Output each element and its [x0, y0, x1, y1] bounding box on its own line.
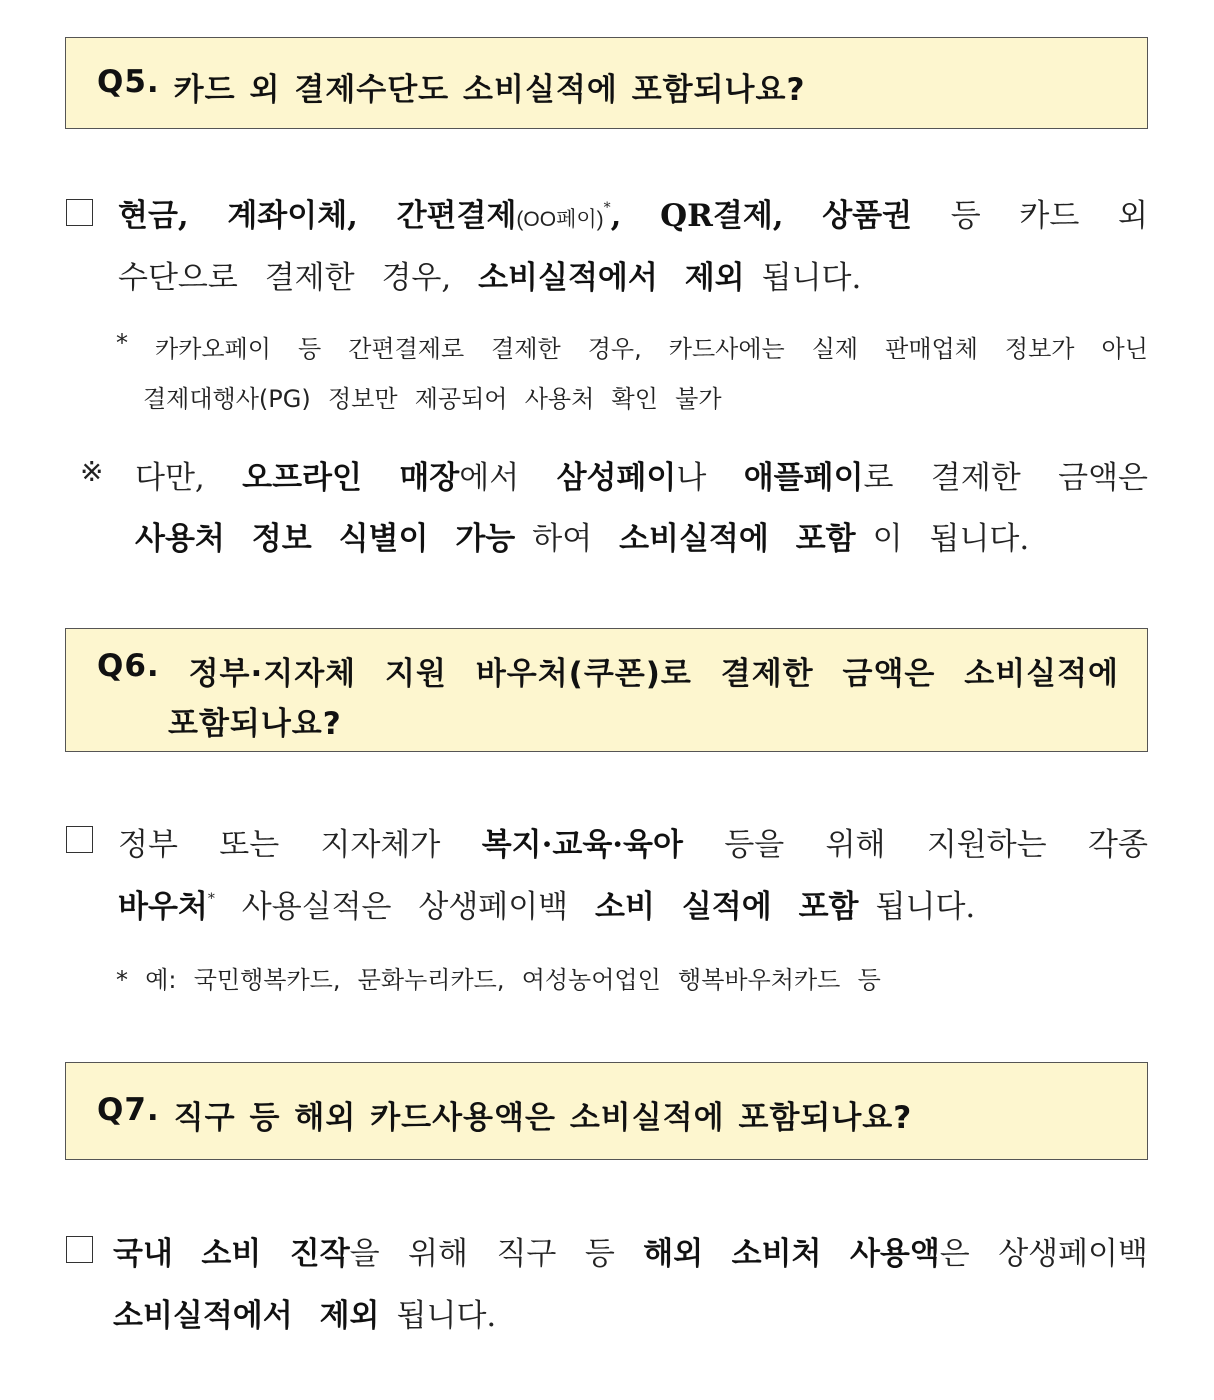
- q5-title: [97, 64, 1119, 109]
- q5-answer-checkbox: [66, 199, 93, 226]
- q5-title-word: Q5.: [97, 64, 160, 100]
- q7-title: [97, 1092, 1119, 1137]
- note-word: *: [116, 966, 128, 994]
- answer-word: 소비실적에서: [478, 260, 658, 296]
- note-word: 카카오페이: [155, 335, 271, 363]
- ref-word: 애플페이: [743, 460, 864, 496]
- answer-word: 소비: [595, 889, 655, 925]
- answer-word: 카드: [1019, 198, 1080, 234]
- q7-answer-line1: [113, 1228, 1148, 1273]
- answer-word: 상품권: [822, 198, 913, 234]
- answer-word: 정부: [118, 827, 178, 863]
- q6-title-word: 지원: [385, 656, 447, 692]
- answer-word-group: [118, 889, 215, 925]
- answer-word: 은: [939, 1236, 970, 1272]
- q5-note-line2: [143, 379, 722, 414]
- ref-word-group: [557, 452, 707, 497]
- q6-header-box: [65, 628, 1148, 752]
- answer-word: 간편결제: [396, 198, 517, 234]
- answer-word: 진작: [289, 1236, 350, 1272]
- answer-word-group: [850, 1228, 970, 1273]
- reference-mark-icon: ※: [80, 455, 104, 488]
- answer-word: 복지·교육·육아: [481, 827, 683, 863]
- note-word: 카드사에는: [668, 335, 785, 363]
- ref-word: 결제한: [930, 460, 1021, 496]
- q7-title-word: 포함되나요?: [738, 1100, 913, 1136]
- answer-word: 지자체가: [320, 827, 441, 863]
- answer-word: 을: [349, 1236, 380, 1272]
- answer-word-group: [397, 190, 622, 235]
- q5-title-word: 소비실적에: [463, 72, 618, 108]
- q6-title-word: 금액은: [842, 656, 936, 692]
- q5-title-word: 포함되나요?: [631, 72, 806, 108]
- ref-word-group: [744, 452, 894, 497]
- answer-word: 소비처: [731, 1236, 822, 1272]
- answer-word: 됩니다.: [875, 889, 976, 925]
- q7-header-box: [65, 1062, 1148, 1160]
- q7-title-word: 해외: [294, 1100, 357, 1136]
- answer-word: 외: [1117, 198, 1148, 234]
- q7-title-word: Q7.: [97, 1092, 160, 1128]
- q6-title-line1: [97, 648, 1119, 693]
- q5-title-word: 외: [249, 72, 281, 108]
- ref-word: 매장: [399, 460, 460, 496]
- ref-word: 금액은: [1058, 460, 1148, 496]
- answer-word: 위해: [408, 1236, 468, 1272]
- q6-title-word: 소비실적에: [964, 656, 1119, 692]
- note-word: 등: [297, 335, 322, 363]
- answer-word: 사용액: [849, 1236, 940, 1272]
- answer-word: 해외: [643, 1236, 704, 1272]
- q5-ref-line2: [135, 513, 1029, 558]
- answer-word-group: [799, 889, 976, 925]
- note-word: 결제한: [491, 335, 561, 363]
- q6-title-word: 바우처(쿠폰)로: [475, 656, 692, 692]
- answer-word: 상생페이백: [418, 889, 569, 925]
- q6-title-word: 정부·지자체: [188, 656, 357, 692]
- ref-word-group: [796, 521, 903, 557]
- q6-answer-line2: [118, 881, 975, 926]
- answer-word: 됩니다.: [761, 260, 862, 296]
- q7-answer-checkbox: [66, 1236, 93, 1263]
- q6-note-line1: [116, 960, 881, 995]
- ref-word: 오프라인: [242, 460, 362, 496]
- answer-word: 또는: [219, 827, 280, 863]
- note-word: *: [116, 329, 128, 357]
- answer-word: 수단으로: [118, 260, 238, 296]
- answer-word: 바우처: [118, 889, 208, 925]
- ref-word: 하여: [532, 521, 593, 557]
- note-word: 문화누리카드,: [357, 966, 505, 994]
- q6-answer-checkbox: [66, 826, 93, 853]
- note-word: 판매업체: [885, 335, 978, 363]
- note-word: 간편결제로: [348, 335, 465, 363]
- answer-word: 계좌이체,: [227, 198, 358, 234]
- note-word: 정보가: [1004, 335, 1075, 363]
- answer-word-group: [290, 1228, 380, 1273]
- note-word: 결제대행사(PG): [143, 385, 311, 413]
- ref-word: 정보: [251, 521, 312, 557]
- footnote-mark: *: [207, 891, 215, 907]
- q6-title-word: 결제한: [720, 656, 814, 692]
- note-word: 여성농어업인: [521, 966, 661, 994]
- answer-word: 국내: [113, 1236, 173, 1272]
- answer-word: QR결제,: [660, 198, 784, 234]
- answer-word: 소비실적에서: [113, 1298, 293, 1334]
- answer-word-group: [320, 1298, 497, 1334]
- ref-word: 이: [872, 521, 903, 557]
- q7-title-word: 카드사용액은: [370, 1100, 556, 1136]
- note-word: 제공되어: [414, 385, 508, 413]
- q7-answer-line2: [113, 1290, 496, 1335]
- note-word: 확인: [611, 385, 658, 413]
- q5-ref-line1: [135, 452, 1148, 497]
- ref-word: 됩니다.: [929, 521, 1030, 557]
- q7-title-word: 등: [249, 1100, 281, 1136]
- note-word: 정보만: [327, 385, 398, 413]
- ref-word-group: [455, 521, 592, 557]
- answer-word: 실적에: [681, 889, 772, 925]
- note-word: 예:: [145, 966, 177, 994]
- answer-word: 각종: [1088, 827, 1148, 863]
- answer-word: 제외: [684, 260, 745, 296]
- note-word: 국민행복카드,: [193, 966, 341, 994]
- answer-word: 직구: [496, 1236, 557, 1272]
- answer-word: 결제한: [264, 260, 355, 296]
- q7-title-word: 직구: [173, 1100, 236, 1136]
- ref-word: 다만,: [135, 460, 205, 496]
- q6-title-word: 포함되나요?: [168, 706, 342, 742]
- q5-note-line1: [116, 329, 1148, 364]
- ref-word: 식별이: [338, 521, 429, 557]
- ref-word: 로: [863, 460, 894, 496]
- q6-answer-line1: [118, 819, 1148, 864]
- footnote-mark: *: [603, 200, 611, 216]
- q5-title-word: 결제수단도: [294, 72, 450, 108]
- answer-word: 제외: [319, 1298, 380, 1334]
- answer-word: 지원하는: [926, 827, 1047, 863]
- q6-title-word: Q6.: [97, 648, 160, 684]
- answer-word: 현금,: [118, 198, 189, 234]
- answer-word: 됩니다.: [396, 1298, 497, 1334]
- ref-word: 포함: [795, 521, 856, 557]
- note-word: 행복바우처카드: [678, 966, 841, 994]
- note-word: 실제: [811, 335, 859, 363]
- q7-title-word: 소비실적에: [569, 1100, 725, 1136]
- answer-word: 사용실적은: [241, 889, 392, 925]
- ref-word: 삼성페이: [556, 460, 677, 496]
- answer-word: 포함: [798, 889, 859, 925]
- q5-title-word: 카드: [173, 72, 236, 108]
- ref-word-group: [399, 452, 519, 497]
- answer-word: 소비: [201, 1236, 262, 1272]
- answer-word-group: [685, 260, 862, 296]
- q6-title-line2: [168, 698, 1119, 743]
- answer-word: 상생페이백: [998, 1236, 1148, 1272]
- note-word: 경우,: [587, 335, 642, 363]
- note-word: 사용처: [524, 385, 595, 413]
- q5-answer-line1: [118, 190, 1148, 235]
- answer-comma: ,: [610, 198, 622, 234]
- answer-word: 위해: [825, 827, 886, 863]
- ref-word: 나: [676, 460, 707, 496]
- answer-word: 경우,: [381, 260, 452, 296]
- answer-word: 등을: [724, 827, 785, 863]
- answer-word: 등: [950, 198, 981, 234]
- note-word: 등: [857, 966, 881, 994]
- ref-word: 소비실적에: [619, 521, 769, 557]
- note-word: 아닌: [1101, 335, 1148, 363]
- ref-word: 에서: [459, 460, 520, 496]
- ref-word: 사용처: [135, 521, 225, 557]
- answer-paren: (OO페이): [516, 208, 604, 231]
- q5-answer-line2: [118, 252, 861, 297]
- answer-word: 등: [584, 1236, 615, 1272]
- q5-header-box: [65, 37, 1148, 129]
- note-word: 불가: [675, 385, 722, 413]
- ref-word: 가능: [455, 521, 516, 557]
